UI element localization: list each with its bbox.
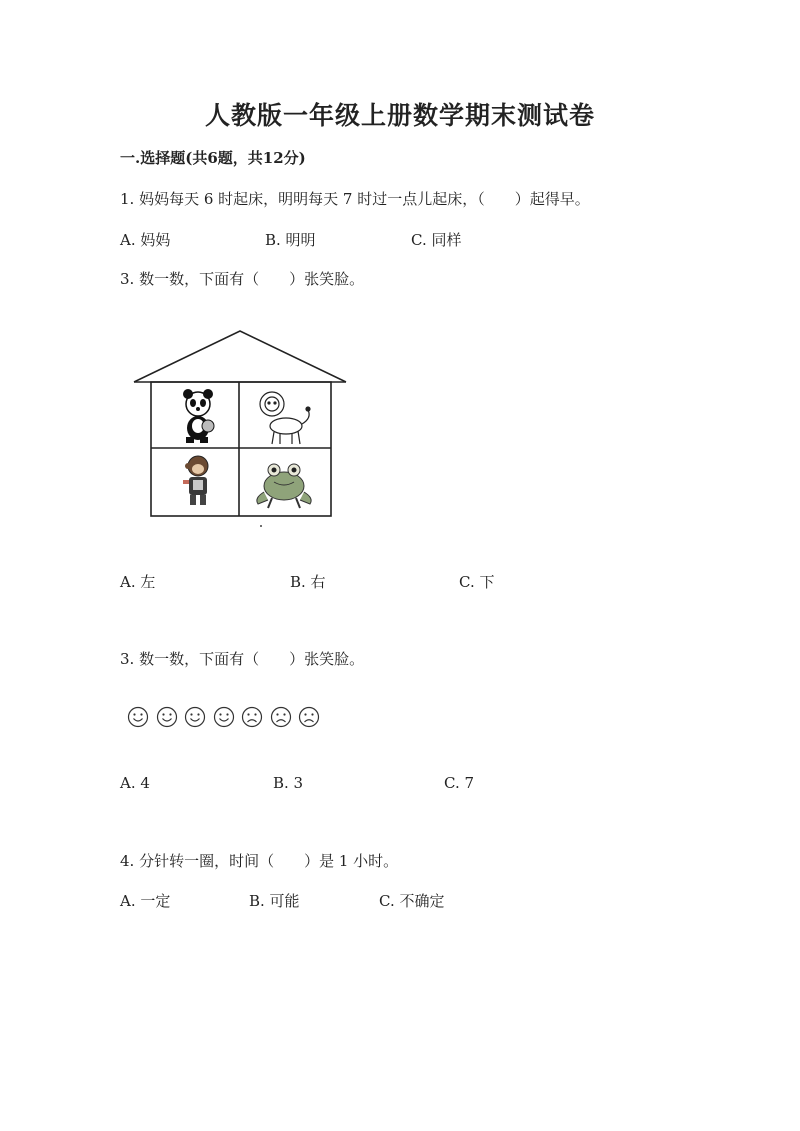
section-heading: 一.选择题(共6题，共12分) bbox=[120, 149, 306, 167]
question-1-text: 1. 妈妈每天 6 时起床，明明每天 7 时过一点儿起床，（ ）起得早。 bbox=[120, 190, 590, 208]
question-4-option-c[interactable]: C. 不确定 bbox=[379, 892, 445, 910]
page-title: 人教版一年级上册数学期末测试卷 bbox=[204, 101, 595, 130]
question-4-option-b[interactable]: B. 可能 bbox=[249, 892, 300, 910]
question-2-option-c[interactable]: C. 下 bbox=[459, 573, 495, 591]
lion-icon bbox=[260, 392, 310, 444]
house-figure bbox=[130, 328, 350, 523]
question-2-option-a[interactable]: A. 左 bbox=[120, 573, 156, 591]
question-2-text: 3. 数一数，下面有（ ）张笑脸。 bbox=[120, 270, 365, 288]
monkey-icon bbox=[183, 456, 208, 505]
question-1-option-a[interactable]: A. 妈妈 bbox=[120, 231, 171, 249]
question-3-option-c[interactable]: C. 7 bbox=[444, 774, 475, 792]
panda-icon bbox=[183, 389, 214, 443]
question-4-text: 4. 分针转一圈，时间（ ）是 1 小时。 bbox=[120, 852, 399, 870]
question-2-option-b[interactable]: B. 右 bbox=[290, 573, 326, 591]
question-3-text: 3. 数一数，下面有（ ）张笑脸。 bbox=[120, 650, 365, 668]
sad-face-icon bbox=[241, 706, 263, 728]
sad-face-icon bbox=[298, 706, 320, 728]
smiley-face-icon bbox=[156, 706, 178, 728]
smiley-face-icon bbox=[127, 706, 149, 728]
question-4-option-a[interactable]: A. 一定 bbox=[120, 892, 171, 910]
question-3-option-a[interactable]: A. 4 bbox=[120, 774, 150, 792]
frog-icon bbox=[257, 464, 311, 508]
question-1-option-c[interactable]: C. 同样 bbox=[411, 231, 462, 249]
sad-face-icon bbox=[270, 706, 292, 728]
house-roof bbox=[134, 331, 346, 382]
question-3-option-b[interactable]: B. 3 bbox=[273, 774, 304, 792]
smiley-face-icon bbox=[213, 706, 235, 728]
question-1-option-b[interactable]: B. 明明 bbox=[265, 231, 316, 249]
smiley-face-icon bbox=[184, 706, 206, 728]
